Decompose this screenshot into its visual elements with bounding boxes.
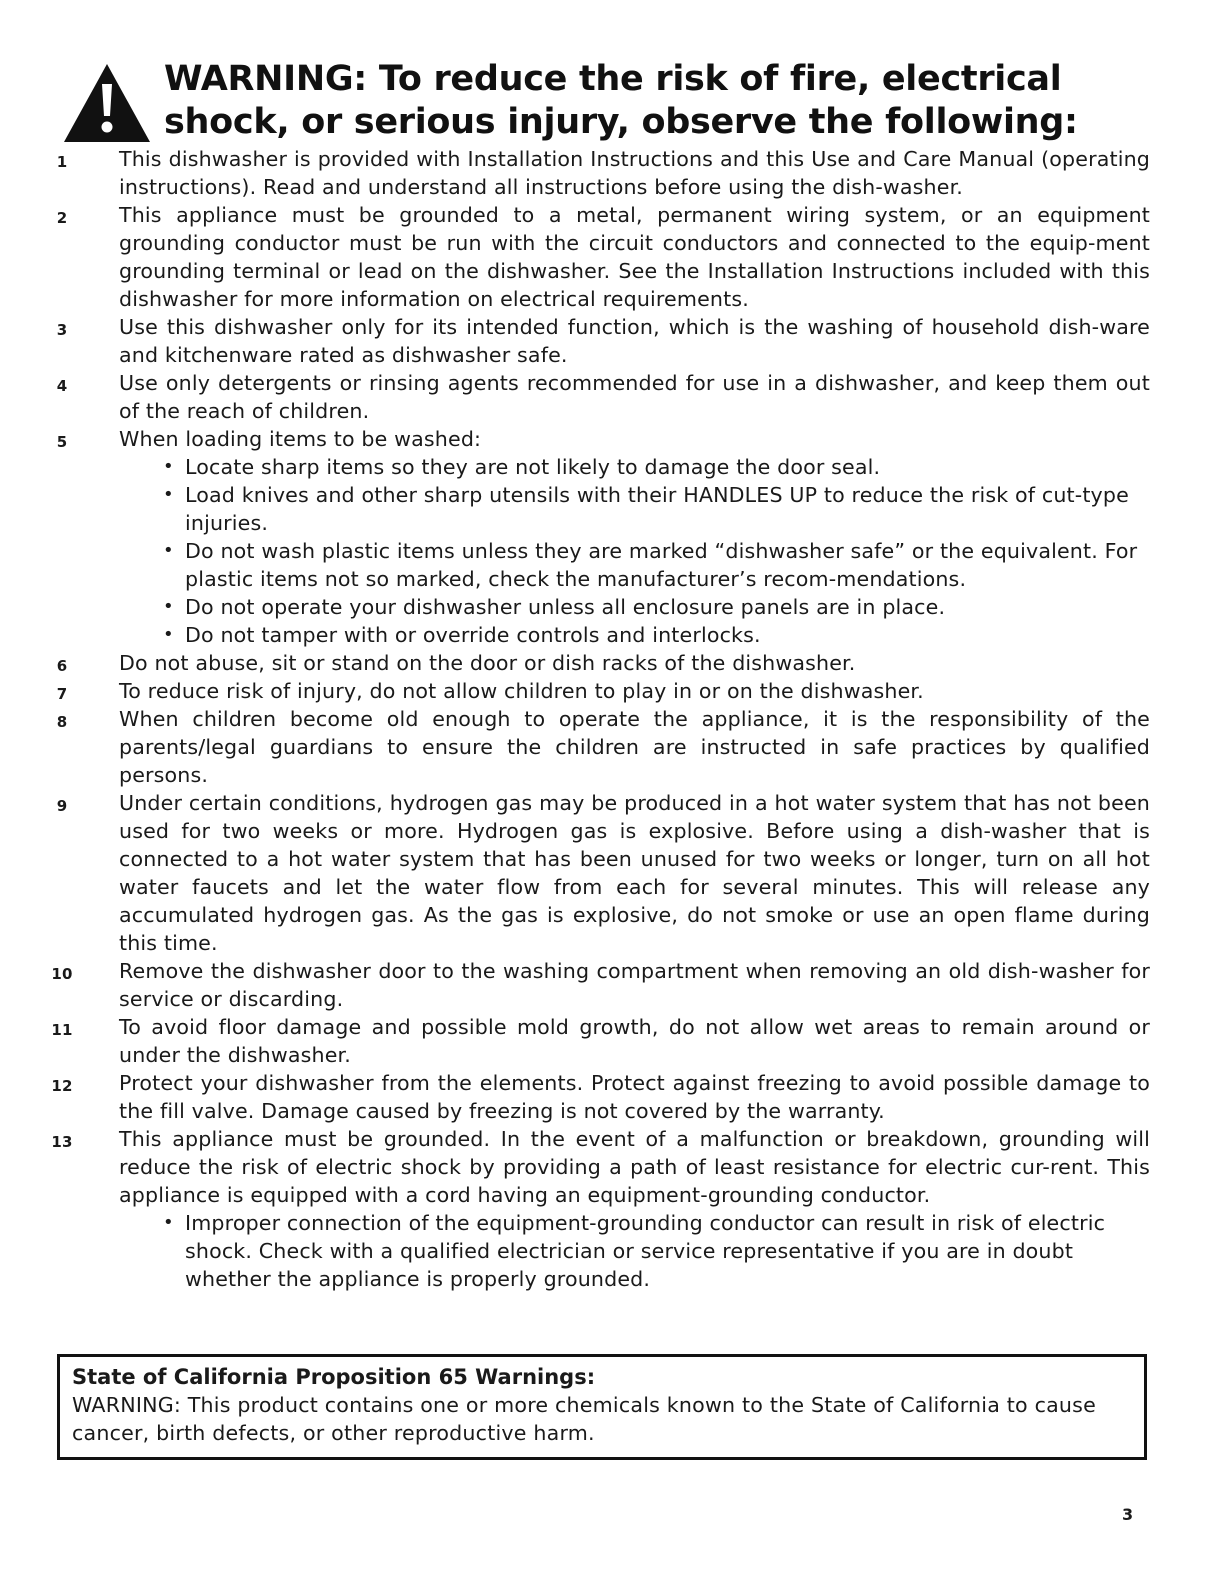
bullet-item: • Do not tamper with or override controls and interlocks. xyxy=(163,621,1150,649)
warning-header xyxy=(62,58,1162,144)
item-text: Use only detergents or rinsing agents recommended for use in a dishwasher, and keep them out of the reach of children. xyxy=(119,371,1150,423)
item-text: Protect your dishwasher from the elements. Protect against freezing to avoid possible damage to the fill valve. Damage caused by freezing is not covered by the warranty. xyxy=(119,1071,1150,1123)
list-item xyxy=(40,1013,1150,1069)
item-text: Do not abuse, sit or stand on the door or dish racks of the dishwasher. xyxy=(119,651,856,675)
list-item xyxy=(40,145,1150,201)
item-text: When loading items to be washed: xyxy=(119,427,482,451)
list-item xyxy=(40,313,1150,369)
list-item xyxy=(40,1069,1150,1125)
safety-instructions-list xyxy=(40,145,1150,1293)
bullet-item: • Locate sharp items so they are not likely to damage the door seal. xyxy=(163,453,1150,481)
item-text: When children become old enough to operate the appliance, it is the responsibility of the parents/legal guardians to ensure the children are instructed in safe practices by qualified persons. xyxy=(119,707,1150,787)
prop65-title: State of California Proposition 65 Warnings: xyxy=(72,1365,596,1389)
list-item xyxy=(40,649,1150,677)
item-text: To reduce risk of injury, do not allow children to play in or on the dishwasher. xyxy=(119,679,924,703)
item-text: Under certain conditions, hydrogen gas may be produced in a hot water system that has not been used for two weeks or more. Hydrogen gas is explosive. Before using a dish-washer that is connected to a hot water system that has been unused for two weeks or longer, turn on all hot water faucets and let the water flow from each for several minutes. This will release any accumulated hydrogen gas. As the gas is explosive, do not smoke or use an open flame during this time. xyxy=(119,791,1150,955)
warning-heading-line2: shock, or serious injury, observe the following: xyxy=(164,102,1078,142)
item-text: This dishwasher is provided with Installation Instructions and this Use and Care Manual (operating instructions). Read and understand all instructions before using the dish-washer. xyxy=(119,147,1150,199)
item-number: 1 xyxy=(56,153,68,171)
grounding-bullet-list xyxy=(40,1209,1150,1293)
item-number: 2 xyxy=(56,209,68,227)
list-item xyxy=(40,705,1150,789)
loading-bullet-list xyxy=(40,453,1150,649)
item-number: 11 xyxy=(51,1021,73,1039)
item-number: 7 xyxy=(56,685,68,703)
list-item xyxy=(40,1125,1150,1209)
warning-heading xyxy=(164,58,1078,144)
prop65-text: WARNING: This product contains one or more chemicals known to the State of California to cause cancer, birth defects, or other reproductive harm. xyxy=(72,1393,1096,1445)
item-number: 5 xyxy=(56,433,68,451)
item-number: 12 xyxy=(51,1077,73,1095)
item-text: Use this dishwasher only for its intended function, which is the washing of household dish-ware and kitchenware rated as dishwasher safe. xyxy=(119,315,1150,367)
page-number: 3 xyxy=(1122,1505,1134,1524)
item-number: 9 xyxy=(56,797,68,815)
bullet-item: • Load knives and other sharp utensils with their HANDLES UP to reduce the risk of cut-type injuries. xyxy=(163,481,1150,537)
list-item xyxy=(40,425,1150,453)
list-item xyxy=(40,369,1150,425)
item-number: 10 xyxy=(51,965,73,983)
item-number: 13 xyxy=(51,1133,73,1151)
bullet-item: • Improper connection of the equipment-grounding conductor can result in risk of electric shock. Check with a qualified electrician or service representative if you are in doubt whether the appliance is properly grounded. xyxy=(163,1209,1150,1293)
warning-heading-line1: WARNING: To reduce the risk of fire, electrical xyxy=(164,59,1062,99)
item-number: 4 xyxy=(56,377,68,395)
item-number: 6 xyxy=(56,657,68,675)
list-item xyxy=(40,201,1150,313)
bullet-item: • Do not wash plastic items unless they are marked “dishwasher safe” or the equivalent. For plastic items not so marked, check the manufacturer’s recom-mendations. xyxy=(163,537,1150,593)
list-item xyxy=(40,789,1150,957)
item-text: This appliance must be grounded to a metal, permanent wiring system, or an equipment grounding conductor must be run with the circuit conductors and connected to the equip-ment grounding terminal or lead on the dishwasher. See the Installation Instructions included with this dishwasher for more information on electrical requirements. xyxy=(119,203,1150,311)
bullet-item: • Do not operate your dishwasher unless all enclosure panels are in place. xyxy=(163,593,1150,621)
list-item xyxy=(40,677,1150,705)
prop65-warning-box xyxy=(57,1354,1147,1460)
item-number: 8 xyxy=(56,713,68,731)
warning-triangle-icon xyxy=(62,62,152,144)
item-text: This appliance must be grounded. In the event of a malfunction or breakdown, grounding will reduce the risk of electric shock by providing a path of least resistance for electric cur-rent. This appliance is equipped with a cord having an equipment-grounding conductor. xyxy=(119,1127,1150,1207)
item-number: 3 xyxy=(56,321,68,339)
item-text: Remove the dishwasher door to the washing compartment when removing an old dish-washer for service or discarding. xyxy=(119,959,1150,1011)
list-item xyxy=(40,957,1150,1013)
item-text: To avoid floor damage and possible mold growth, do not allow wet areas to remain around or under the dishwasher. xyxy=(119,1015,1150,1067)
